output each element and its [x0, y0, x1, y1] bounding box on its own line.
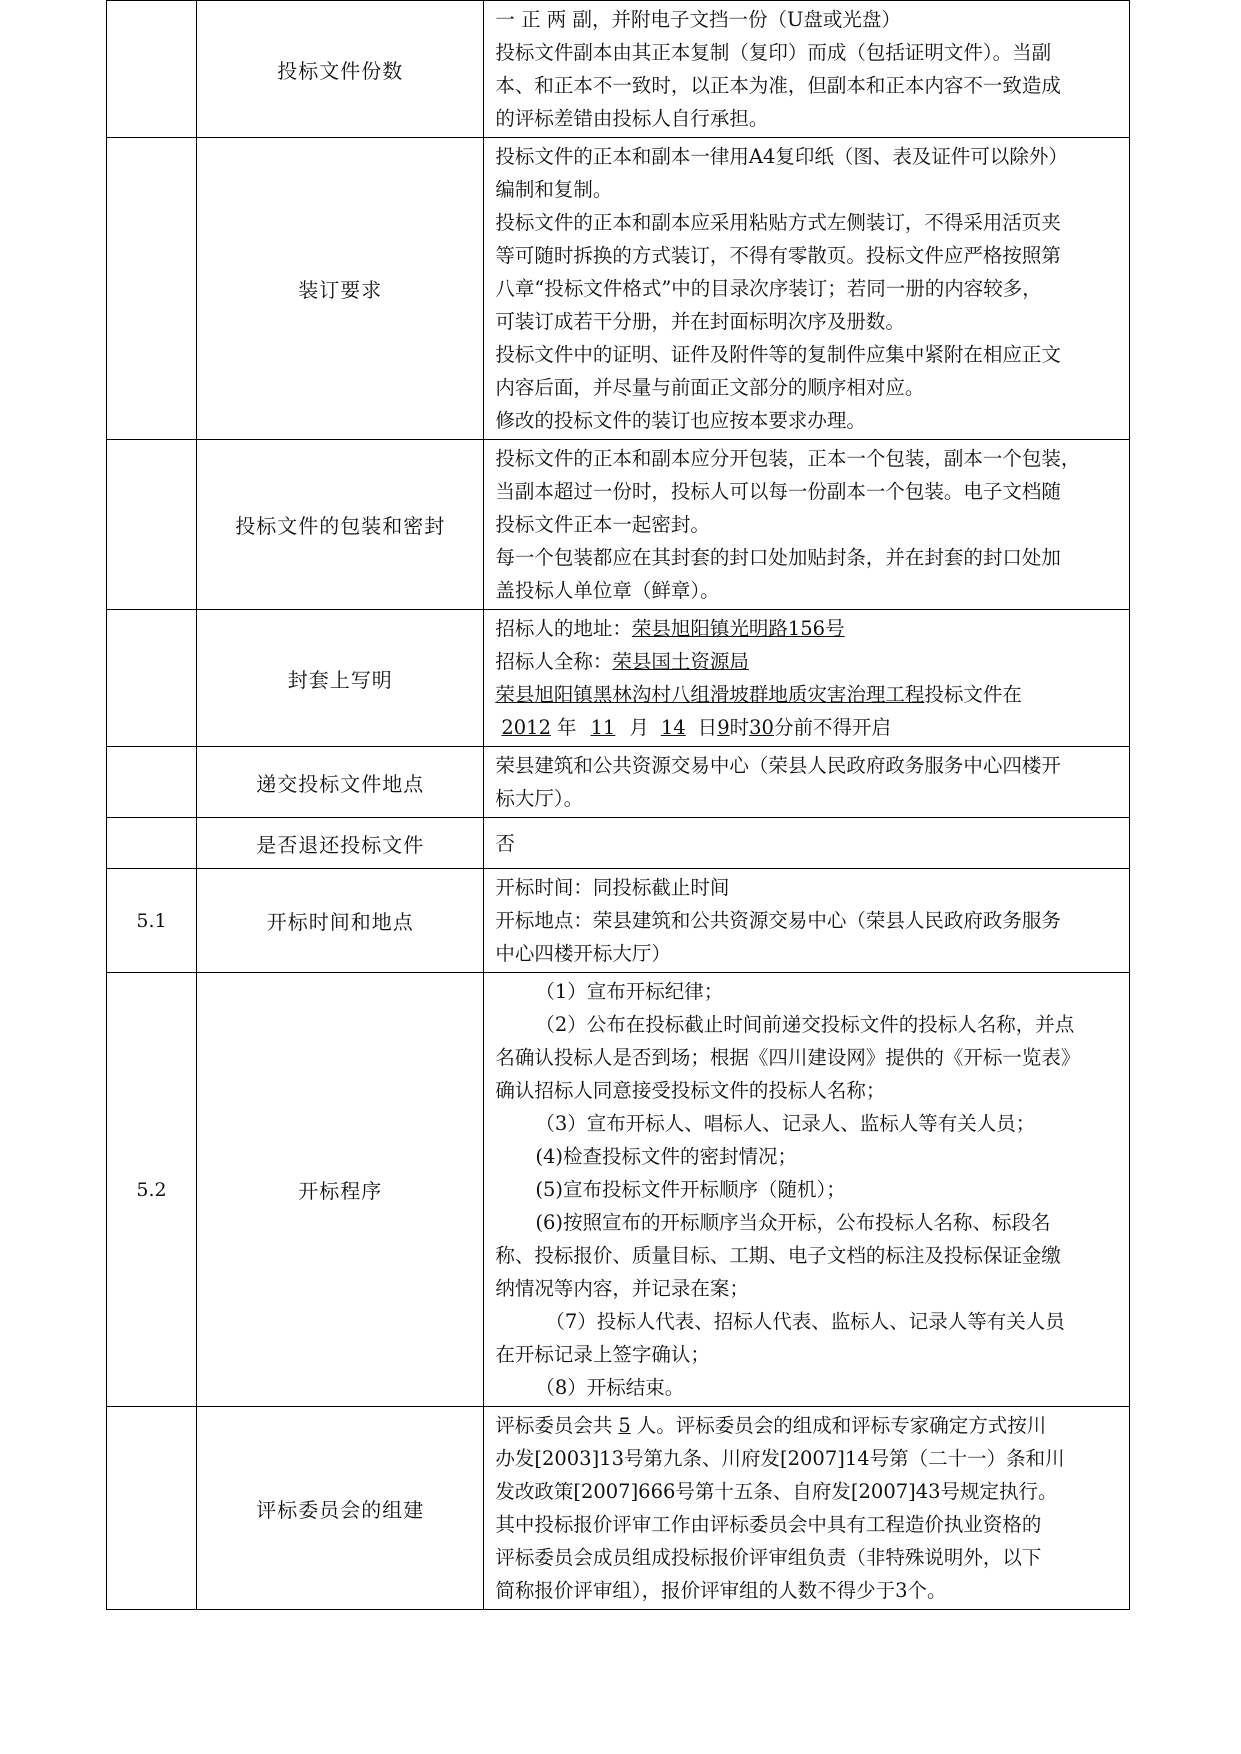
- content-line: 称、投标报价、质量目标、工期、电子文档的标注及投标保证金缴: [495, 1244, 1061, 1267]
- clause-label: 是否退还投标文件: [197, 818, 484, 869]
- content-line: 修改的投标文件的装订也应按本要求办理。: [495, 409, 866, 432]
- clause-content: [484, 1, 1130, 138]
- clause-content: [484, 1407, 1130, 1610]
- content-line: 在开标记录上签字确认；: [495, 1343, 710, 1366]
- content-line: 等可随时拆换的方式装订，不得有零散页。投标文件应严格按照第: [495, 244, 1061, 267]
- table-row: [107, 1, 1130, 138]
- content-line: 否: [495, 831, 515, 855]
- clause-number: [107, 1, 197, 138]
- clause-label: 投标文件份数: [197, 1, 484, 138]
- tenderer-address-label: 招标人的地址：: [495, 617, 632, 640]
- content-line: 盖投标人单位章（鲜章）。: [495, 579, 720, 602]
- project-suffix: 投标文件在: [924, 683, 1022, 706]
- content-line: [495, 612, 1123, 645]
- content-line: [495, 711, 1123, 744]
- content-line: (5)宣布投标文件开标顺序（随机）；: [535, 1178, 846, 1201]
- content-line: 可装订成若干分册，并在封面标明次序及册数。: [495, 310, 905, 333]
- tenderer-name-label: 招标人全称：: [495, 650, 613, 673]
- content-line: [495, 678, 1123, 711]
- content-line: （2）公布在投标截止时间前递交投标文件的投标人名称，并点: [535, 1013, 1075, 1036]
- committee-count-suffix: 人。评标委员会的组成和评标专家确定方式按川: [636, 1414, 1047, 1437]
- clause-number: [107, 138, 197, 440]
- day-unit: 日: [697, 716, 718, 739]
- content-line: 投标文件副本由其正本复制（复印）而成（包括证明文件）。当副: [495, 41, 1052, 64]
- tenderer-name-value: 荣县国土资源局: [612, 650, 749, 673]
- clause-label: 开标时间和地点: [197, 869, 484, 973]
- content-line: 名确认投标人是否到场；根据《四川建设网》提供的《开标一览表》: [495, 1046, 1081, 1069]
- open-hour: 9: [717, 716, 730, 739]
- content-line: 投标文件中的证明、证件及附件等的复制件应集中紧附在相应正文: [495, 343, 1061, 366]
- content-line: 的评标差错由投标人自行承担。: [495, 107, 769, 130]
- content-line: 投标文件的正本和副本应采用粘贴方式左侧装订，不得采用活页夹: [495, 211, 1061, 234]
- content-line: （1）宣布开标纪律；: [535, 980, 724, 1003]
- table-row: [107, 440, 1130, 610]
- content-line: 开标时间：同投标截止时间: [495, 876, 730, 899]
- open-minute: 30: [749, 716, 774, 739]
- content-line: 确认招标人同意接受投标文件的投标人名称；: [495, 1079, 886, 1102]
- content-line: (6)按照宣布的开标顺序当众开标，公布投标人名称、标段名: [535, 1211, 1051, 1234]
- table-row: [107, 818, 1130, 869]
- content-line: 办发[2003]13号第九条、川府发[2007]14号第（二十一）条和川: [495, 1447, 1065, 1470]
- content-line: 投标文件的正本和副本应分开包装，正本一个包装，副本一个包装，: [495, 447, 1081, 470]
- content-line: 评标委员会成员组成投标报价评审组负责（非特殊说明外，以下: [495, 1546, 1042, 1569]
- clause-content: [484, 818, 1130, 869]
- content-line: [495, 645, 1123, 678]
- clause-number: 5.1: [107, 869, 197, 973]
- content-line: [495, 1409, 1123, 1442]
- content-line: （3）宣布开标人、唱标人、记录人、监标人等有关人员；: [535, 1112, 1036, 1135]
- table-row: [107, 973, 1130, 1407]
- table-row: [107, 138, 1130, 440]
- content-line: 编制和复制。: [495, 178, 613, 201]
- content-line: 投标文件正本一起密封。: [495, 513, 710, 536]
- content-line: (4)检查投标文件的密封情况；: [535, 1145, 797, 1168]
- project-name: 荣县旭阳镇黑林沟村八组滑坡群地质灾害治理工程: [495, 683, 925, 706]
- tenderer-address-value: 荣县旭阳镇光明路156号: [631, 617, 845, 640]
- content-line: 标大厅）。: [495, 787, 584, 810]
- committee-count-prefix: 评标委员会共: [495, 1414, 613, 1437]
- year-unit: 年: [556, 716, 577, 739]
- content-line: 一 正 两 副，并附电子文挡一份（U盘或光盘）: [495, 8, 901, 31]
- clause-label: 开标程序: [197, 973, 484, 1407]
- content-line: 中心四楼开标大厅）: [495, 942, 671, 965]
- clause-content: [484, 973, 1130, 1407]
- clause-number: [107, 1407, 197, 1610]
- content-line: 发改政策[2007]666号第十五条、自府发[2007]43号规定执行。: [495, 1480, 1058, 1503]
- clause-content: [484, 138, 1130, 440]
- clause-label: 装订要求: [197, 138, 484, 440]
- minute-unit: 分前不得开启: [773, 716, 891, 739]
- content-line: 本、和正本不一致时，以正本为准，但副本和正本内容不一致造成: [495, 74, 1061, 97]
- clause-label: 递交投标文件地点: [197, 747, 484, 818]
- content-line: 纳情况等内容，并记录在案；: [495, 1277, 749, 1300]
- bidding-terms-table: [106, 0, 1130, 1610]
- clause-content: [484, 610, 1130, 747]
- table-row: [107, 747, 1130, 818]
- clause-label: 评标委员会的组建: [197, 1407, 484, 1610]
- clause-number: [107, 440, 197, 610]
- content-line: 当副本超过一份时，投标人可以每一份副本一个包装。电子文档随: [495, 480, 1061, 503]
- table-row: [107, 610, 1130, 747]
- content-line: 荣县建筑和公共资源交易中心（荣县人民政府政务服务中心四楼开: [495, 754, 1061, 777]
- open-day: 14: [660, 716, 686, 739]
- hour-unit: 时: [729, 716, 750, 739]
- clause-number: [107, 610, 197, 747]
- content-line: （8）开标结束。: [535, 1376, 685, 1399]
- content-line: 开标地点：荣县建筑和公共资源交易中心（荣县人民政府政务服务: [495, 909, 1061, 932]
- content-line: 内容后面，并尽量与前面正文部分的顺序相对应。: [495, 376, 925, 399]
- table-row: [107, 869, 1130, 973]
- content-line: 八章“投标文件格式”中的目录次序装订；若同一册的内容较多，: [495, 277, 1042, 300]
- clause-content: [484, 747, 1130, 818]
- content-line: 其中投标报价评审工作由评标委员会中具有工程造价执业资格的: [495, 1513, 1042, 1536]
- month-unit: 月: [629, 716, 649, 739]
- committee-count: 5: [618, 1414, 631, 1437]
- clause-content: [484, 869, 1130, 973]
- clause-label: 投标文件的包装和密封: [197, 440, 484, 610]
- clause-number: [107, 818, 197, 869]
- content-line: 简称报价评审组），报价评审组的人数不得少于3个。: [495, 1579, 947, 1602]
- content-line: （7）投标人代表、招标人代表、监标人、记录人等有关人员: [545, 1310, 1065, 1333]
- content-line: 投标文件的正本和副本一律用A4复印纸（图、表及证件可以除外）: [495, 145, 1068, 168]
- clause-content: [484, 440, 1130, 610]
- clause-number: [107, 747, 197, 818]
- content-line: 每一个包装都应在其封套的封口处加贴封条，并在封套的封口处加: [495, 546, 1061, 569]
- table-row: [107, 1407, 1130, 1610]
- clause-number: 5.2: [107, 973, 197, 1407]
- open-year: 2012: [501, 716, 551, 739]
- open-month: 11: [590, 716, 616, 739]
- clause-label: 封套上写明: [197, 610, 484, 747]
